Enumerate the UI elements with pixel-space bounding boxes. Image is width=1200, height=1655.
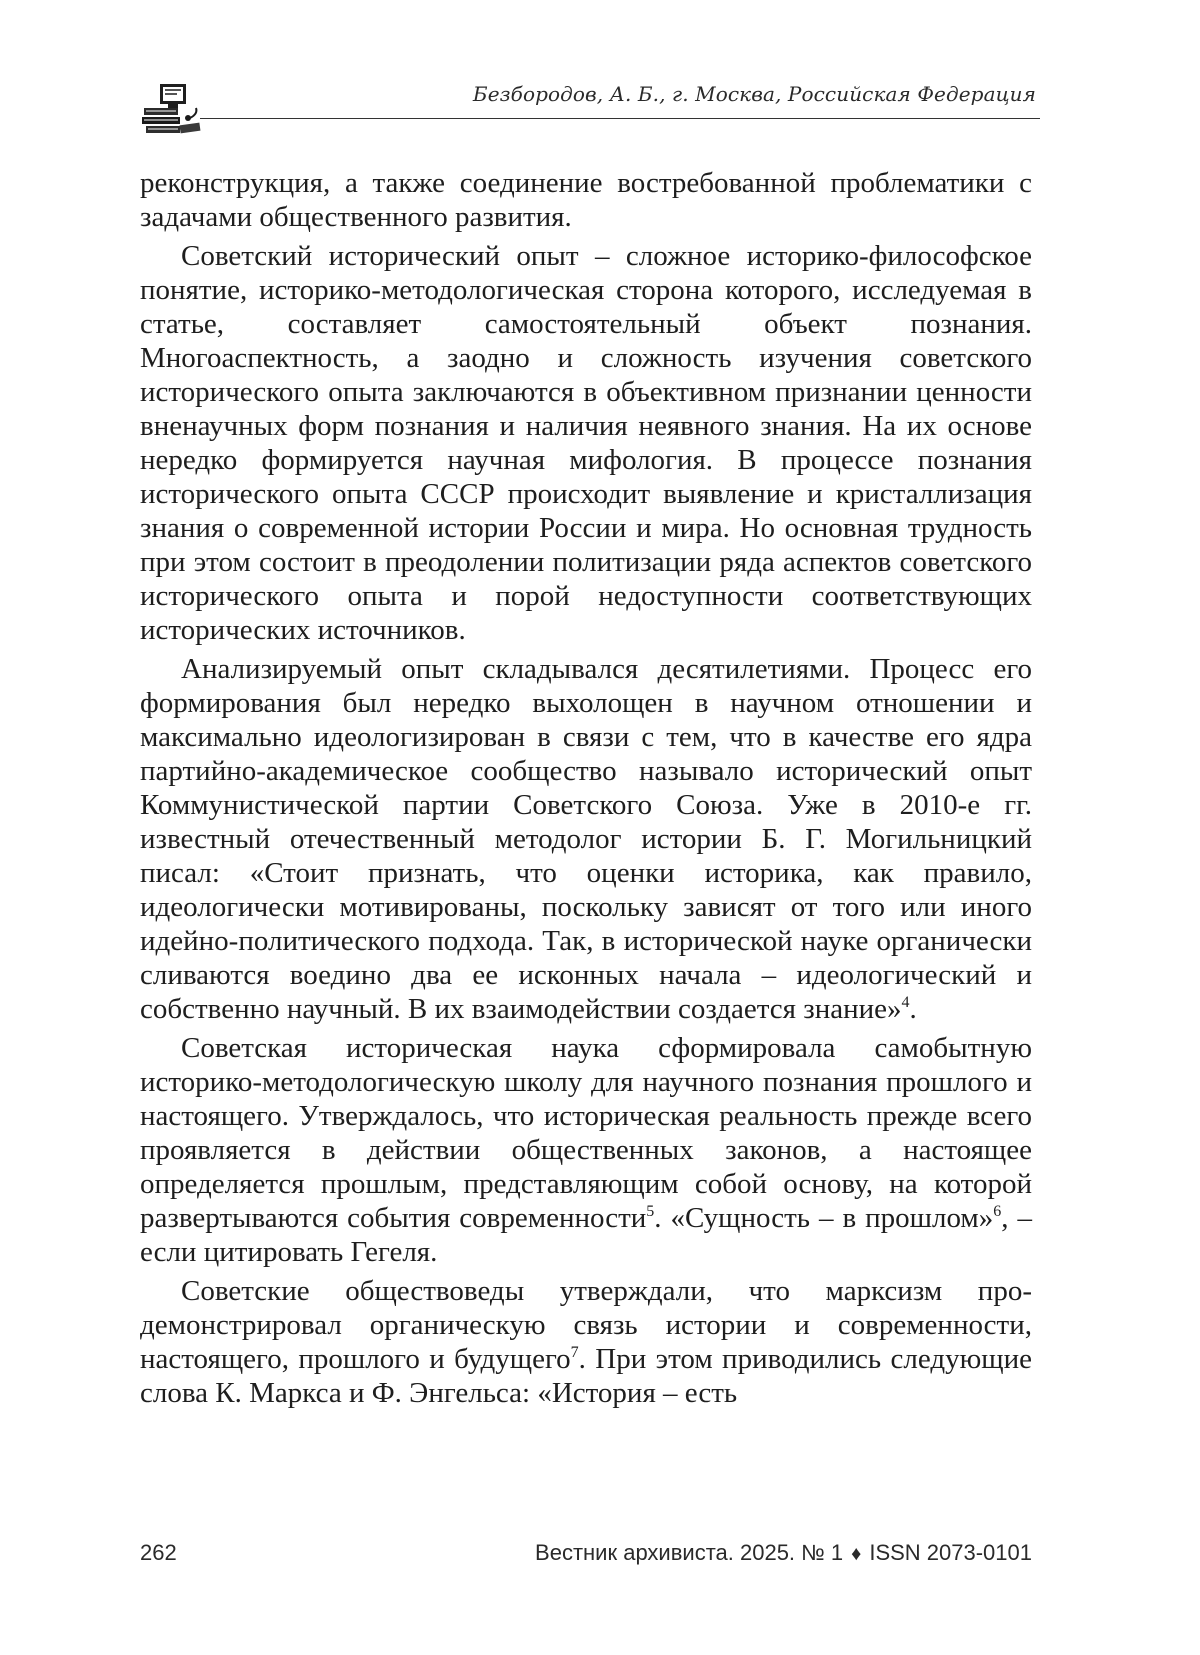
- header-rule: [200, 118, 1040, 119]
- paragraph-1-text: реконструкция, а также соединение востребованной проблематики с задачами общественного развития.: [140, 167, 1032, 233]
- article-body: [140, 166, 1032, 1415]
- running-header: [140, 78, 1040, 138]
- paragraph-2-text: Советский исторический опыт – сложное историко-философское понятие, историко-методологическая сторона которого, исследуемая в статье, составляет самостоятельный объект познания. Многоаспектность, а заодно и сложность изучения советского исторического опыта заключаются в объективном признании ценности вненаучных форм познания и наличия неявного знания. На их основе нередко формируется научная мифология. В процессе познания исторического опыта СССР происходит выявление и кристаллизация знания о современной истории России и мира. Но основная трудность при этом состоит в преодолении политизации ряда аспектов советского исторического опыта и порой недоступности соответствующих исторических источников.: [140, 240, 1032, 646]
- books-and-computer-icon: [140, 78, 206, 140]
- diamond-separator-icon: ♦: [851, 1543, 862, 1565]
- paragraph-3-end: .: [909, 993, 917, 1025]
- paragraph-5: [140, 1274, 1032, 1410]
- paragraph-1: [140, 166, 1032, 234]
- journal-info: [535, 1540, 1032, 1566]
- issn: ISSN 2073-0101: [869, 1540, 1032, 1565]
- footnote-ref-6[interactable]: 6: [993, 1203, 1002, 1220]
- footnote-ref-7[interactable]: 7: [570, 1344, 579, 1361]
- footnote-ref-4[interactable]: 4: [901, 994, 910, 1011]
- paragraph-3: [140, 652, 1032, 1026]
- page-number: 262: [140, 1540, 177, 1565]
- paragraph-4: [140, 1031, 1032, 1269]
- paragraph-5-text: Советские обществоведы утверждали, что марксизм продемонстрировал органическую связь истории и современности, настоящего, прошлого и будущего: [140, 1275, 1032, 1375]
- paragraph-4-text: Советская историческая наука сформировала самобытную историко-методологическую школу для научного познания прошлого и настоящего. Утверждалось, что историческая реальность прежде всего проявляется в действии общественных законов, а настоящее определяется прошлым, представляющим собой основу, на которой развертываются события современности: [140, 1032, 1032, 1234]
- journal-title: Вестник архивиста. 2025. № 1: [535, 1540, 844, 1565]
- paragraph-4-mid: . «Сущность – в прошлом»: [654, 1202, 994, 1234]
- paragraph-4-end: , – если цитировать Гегеля.: [140, 1202, 1032, 1268]
- running-title: Безбородов, А. Б., г. Москва, Российская Федерация: [472, 82, 1036, 106]
- paragraph-2: [140, 239, 1032, 647]
- paragraph-5-end: . При этом приводились следующие слова К. Маркса и Ф. Энгельса: «История – есть: [140, 1343, 1032, 1409]
- footnote-ref-5[interactable]: 5: [646, 1203, 655, 1220]
- paragraph-3-text: Анализируемый опыт складывался десятилетиями. Процесс его формирования был нередко выхолощен в научном отношении и максимально идеологизирован в связи с тем, что в качестве его ядра партийно-академическое сообщество называло исторический опыт Коммунистической партии Советского Союза. Уже в 2010-е гг. известный отечественный методолог истории Б. Г. Могильницкий писал: «Стоит признать, что оценки историка, как правило, идеологически мотивированы, поскольку зависят от того или иного идейно-политического подхода. Так, в исторической науке органически сливаются воедино два ее исконных начала – идеологический и собственно научный. В их взаимодействии создается знание»: [140, 653, 1032, 1025]
